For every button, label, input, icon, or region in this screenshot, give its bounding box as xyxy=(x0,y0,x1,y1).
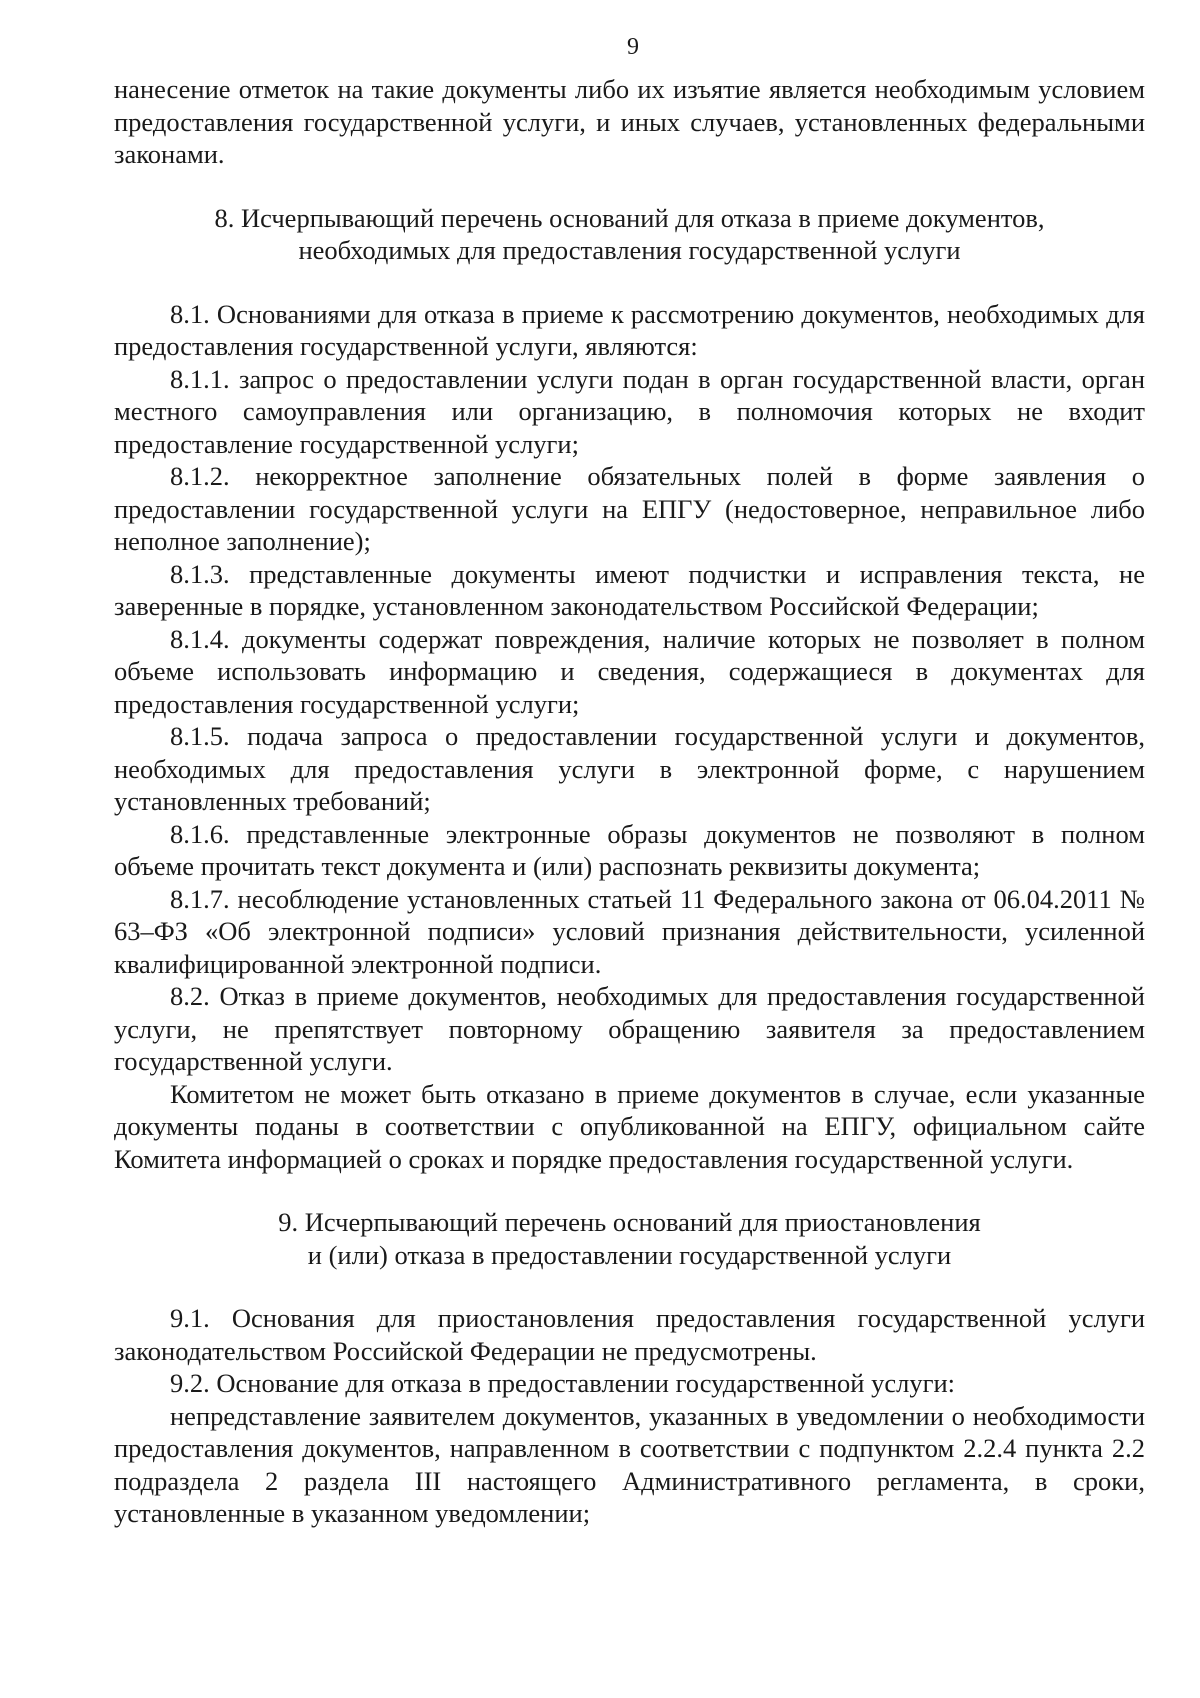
section-heading xyxy=(114,202,1145,267)
section-heading-line: и (или) отказа в предоставлении государственной услуги xyxy=(307,1239,952,1270)
paragraph: 8.1.6. представленные электронные образы документов не позволяют в полном объеме прочитать текст документа и (или) распознать реквизиты документа; xyxy=(114,818,1145,881)
paragraph: 9.2. Основание для отказа в предоставлении государственной услуги: xyxy=(170,1368,955,1398)
paragraph: 8.1.1. запрос о предоставлении услуги подан в орган государственной власти, орган местного самоуправления или организацию, в полномочия которых не входит предоставление государственной услуги; xyxy=(114,363,1145,459)
section-heading-line: 9. Исчерпывающий перечень оснований для приостановления xyxy=(278,1207,981,1237)
paragraph: нанесение отметок на такие документы либо их изъятие является необходимым условием предоставления государственной услуги, и иных случаев, установленных федеральными законами. xyxy=(114,74,1145,169)
page-number: 9 xyxy=(627,34,639,60)
section-gap xyxy=(114,1271,1145,1302)
paragraph: 8.1. Основаниями для отказа в приеме к рассмотрению документов, необходимых для предоставления государственной услуги, являются: xyxy=(114,298,1145,361)
paragraph: 9.1. Основания для приостановления предоставления государственной услуги законодательством Российской Федерации не предусмотрены. xyxy=(114,1303,1145,1366)
section-gap xyxy=(114,1175,1145,1206)
paragraph: 8.1.5. подача запроса о предоставлении государственной услуги и документов, необходимых для предоставления услуги в электронной форме, с нарушением установленных требований; xyxy=(114,721,1145,816)
section-heading-line: необходимых для предоставления государственной услуги xyxy=(298,235,961,265)
paragraph: 8.1.7. несоблюдение установленных статьей 11 Федерального закона от 06.04.2011 № 63–ФЗ «Об электронной подписи» условий признания действительности, усиленной квалифицированной электронной подписи. xyxy=(114,883,1145,979)
paragraph: 8.1.3. представленные документы имеют подчистки и исправления текста, не заверенные в порядке, установленном законодательством Российской Федерации; xyxy=(114,558,1145,621)
paragraph: 8.1.4. документы содержат повреждения, наличие которых не позволяет в полном объеме использовать информацию и сведения, содержащиеся в документах для предоставления государственной услуги; xyxy=(114,623,1145,719)
paragraph: Комитетом не может быть отказано в приеме документов в случае, если указанные документы поданы в соответствии с опубликованной на ЕПГУ, официальном сайте Комитета информацией о сроках и порядке предоставления государственной услуги. xyxy=(114,1078,1145,1174)
section-heading-line: 8. Исчерпывающий перечень оснований для отказа в приеме документов, xyxy=(214,202,1045,233)
paragraph: 8.1.2. некорректное заполнение обязательных полей в форме заявления о предоставлении государственной услуги на ЕПГУ (недостоверное, неправильное либо неполное заполнение); xyxy=(114,461,1145,556)
document-body xyxy=(114,73,1145,1530)
section-heading xyxy=(114,1206,1145,1271)
section-gap xyxy=(114,267,1145,298)
paragraph: 8.2. Отказ в приеме документов, необходимых для предоставления государственной услуги, не препятствует повторному обращению заявителя за предоставлением государственной услуги. xyxy=(114,981,1145,1076)
section-gap xyxy=(114,171,1145,202)
paragraph: непредставление заявителем документов, указанных в уведомлении о необходимости предоставления документов, направленном в соответствии с подпунктом 2.2.4 пункта 2.2 подраздела 2 раздела III настоящего Административного регламента, в сроки, установленные в указанном уведомлении; xyxy=(114,1400,1145,1528)
